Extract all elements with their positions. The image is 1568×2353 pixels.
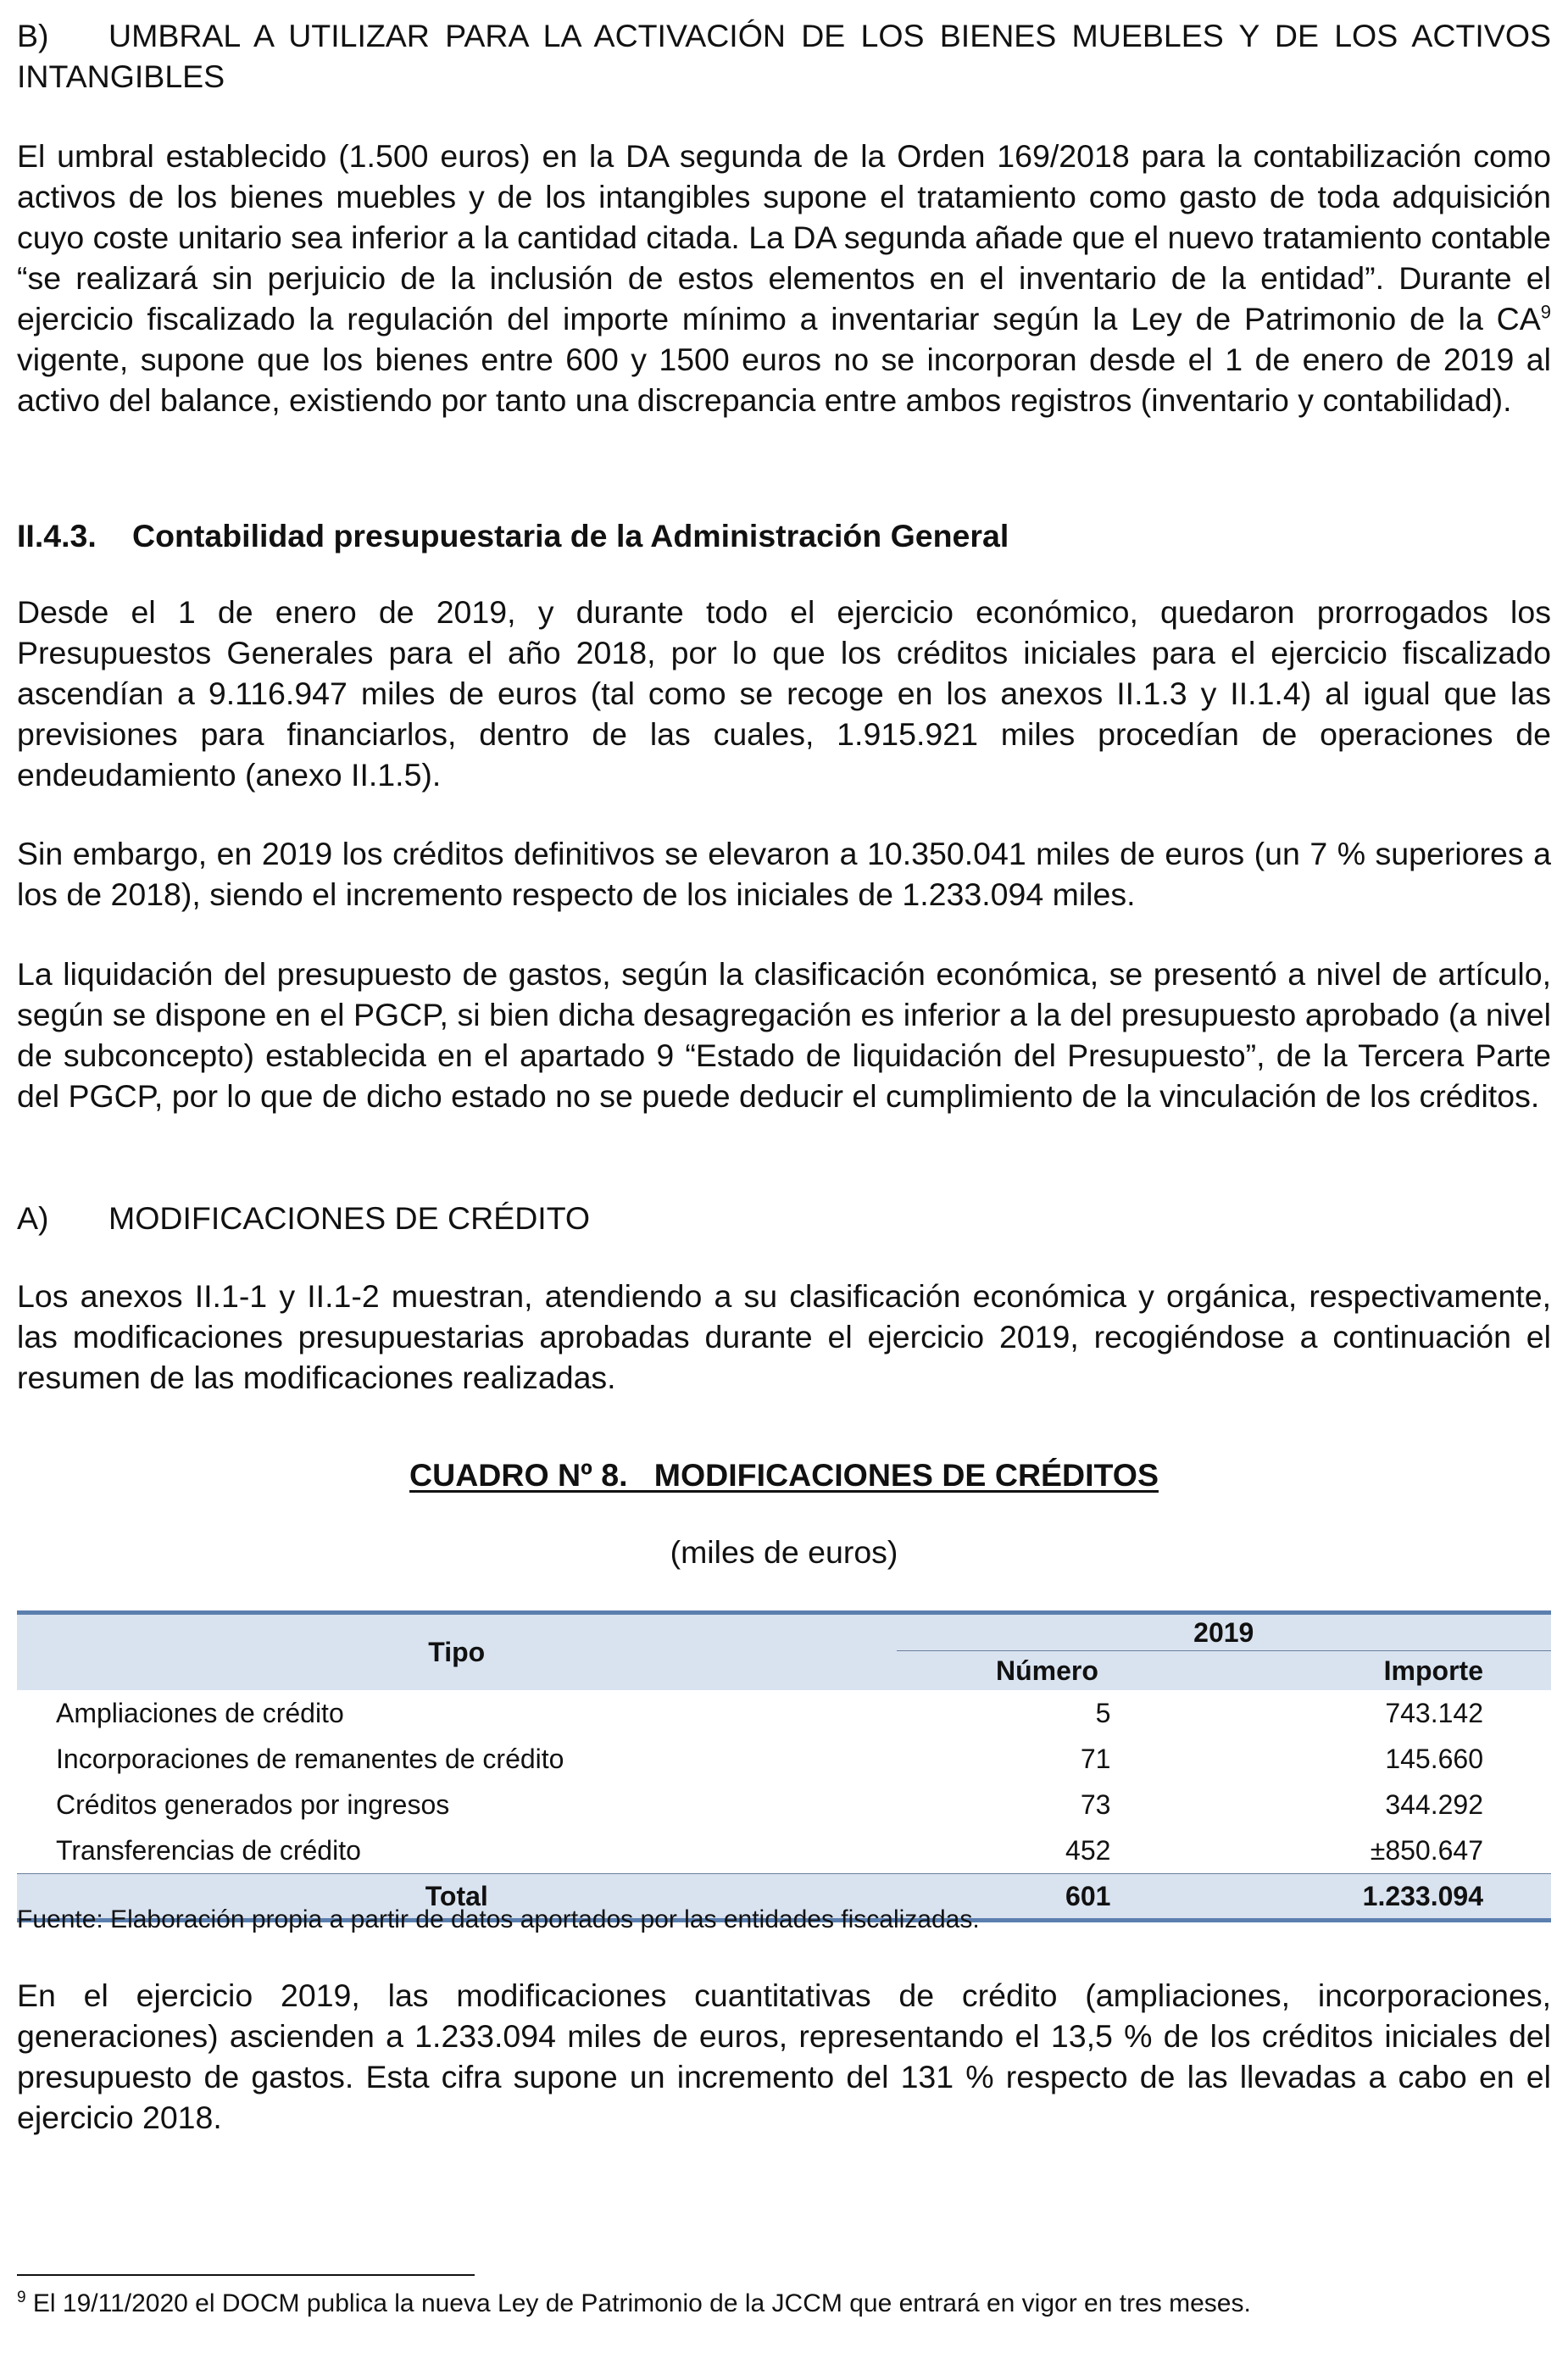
cell-tipo: Créditos generados por ingresos (56, 1788, 450, 1820)
section-a-label: A) (17, 1200, 49, 1236)
header-year: 2019 (897, 1613, 1552, 1651)
cell-importe: 743.142 (1385, 1697, 1483, 1728)
paragraph-threshold (17, 136, 1551, 420)
total-label: Total (17, 1874, 897, 1921)
table-title (17, 1455, 1551, 1495)
footnote-text: El 19/11/2020 el DOCM publica la nueva Ley de Patrimonio de la JCCM que entrará en vigor en tres meses. (25, 2289, 1251, 2317)
section-a-heading (17, 1198, 1551, 1238)
header-tipo: Tipo (17, 1613, 897, 1691)
paragraph-liquidation: La liquidación del presupuesto de gastos, según la clasificación económica, se presentó a nivel de artículo, según se dispone en el PGCP, si bien dicha desagregación es inferior a la del presupuesto aprobado (a nivel de subconcepto) establecida en el apartado 9 “Estado de liquidación del Presupuesto”, de la Tercera Parte del PGCP, por lo que de dicho estado no se puede deducir el cumplimiento de la vinculación de los créditos. (17, 956, 1551, 1114)
footnote-reference[interactable]: 9 (1540, 301, 1551, 323)
paragraph-definitive-credits: Sin embargo, en 2019 los créditos definitivos se elevaron a 10.350.041 miles de euros (un 7 % superiores a los de 2018), siendo el incremento respecto de los iniciales de 1.233.094 miles. (17, 836, 1551, 912)
paragraph-annexes: Los anexos II.1-1 y II.1-2 muestran, atendiendo a su clasificación económica y orgánica, respectivamente, las modificaciones presupuestarias aprobadas durante el ejercicio 2019, recogiéndose a continuación el resumen de las modificaciones realizadas. (17, 1278, 1551, 1395)
footnote-number: 9 (17, 2289, 26, 2306)
section-number: II.4.3. (17, 518, 97, 553)
cell-numero: 452 (1065, 1834, 1111, 1866)
table-title-text: CUADRO Nº 8. MODIFICACIONES DE CRÉDITOS (409, 1457, 1159, 1493)
paragraph-quantitative-modifications: En el ejercicio 2019, las modificaciones cuantitativas de crédito (ampliaciones, incorporaciones, generaciones) ascienden a 1.233.094 miles de euros, representando el 13,5 % de los créditos iniciales del presupuesto de gastos. Esta cifra supone un incremento del 131 % respecto de las llevadas a cabo en el ejercicio 2018. (17, 1978, 1551, 2135)
header-importe: Importe (1110, 1651, 1551, 1691)
credit-modifications-table (17, 1610, 1551, 1922)
paragraph-prorogued-budget: Desde el 1 de enero de 2019, y durante todo el ejercicio económico, quedaron prorrogados los Presupuestos Generales para el año 2018, por lo que los créditos iniciales para el ejercicio fiscalizado ascendían a 9.116.947 miles de euros (tal como se recoge en los anexos II.1.3 y II.1.4) al igual que las previsiones para financiarlos, dentro de las cuales, 1.915.921 miles procedían de operaciones de endeudamiento (anexo II.1.5). (17, 594, 1551, 793)
cell-importe: ±850.647 (1370, 1834, 1483, 1866)
cell-importe: 145.660 (1385, 1743, 1483, 1774)
cell-numero: 71 (1080, 1743, 1111, 1774)
cell-tipo: Incorporaciones de remanentes de crédito (56, 1743, 564, 1774)
total-numero: 601 (897, 1874, 1111, 1921)
table-row (17, 1736, 1551, 1782)
cell-tipo: Ampliaciones de crédito (56, 1697, 344, 1728)
cell-tipo: Transferencias de crédito (56, 1834, 361, 1866)
section-b-title: UMBRAL A UTILIZAR PARA LA ACTIVACIÓN DE LOS BIENES MUEBLES Y DE LOS ACTIVOS INTANGIBLES (17, 18, 1551, 94)
table-row (17, 1782, 1551, 1827)
section-b-heading (17, 15, 1551, 97)
section-heading-ii-4-3 (17, 515, 1551, 556)
cell-numero: 5 (1095, 1697, 1111, 1728)
footnote-separator (17, 2274, 475, 2276)
header-numero (897, 1651, 1111, 1691)
table-subtitle: (miles de euros) (670, 1534, 898, 1570)
section-b-label: B) (17, 18, 49, 53)
table-row (17, 1690, 1551, 1736)
cell-importe: 344.292 (1385, 1788, 1483, 1820)
footnote (17, 2287, 1551, 2321)
paragraph-threshold-text-a: El umbral establecido (1.500 euros) en la DA segunda de la Orden 169/2018 para la contabilización como activos de los bienes muebles y de los intangibles supone el tratamiento como gasto de toda adquisición cuyo coste unitario sea inferior a la cantidad citada. La DA segunda añade que el nuevo tratamiento contable “se realizará sin perjuicio de la inclusión de estos elementos en el inventario de la entidad”. Durante el ejercicio fiscalizado la regulación del importe mínimo a inventariar según la Ley de Patrimonio de la CA (17, 138, 1551, 337)
table-row (17, 1827, 1551, 1874)
header-numero-label: Número (995, 1655, 1098, 1686)
table-source-note: Fuente: Elaboración propia a partir de datos aportados por las entidades fiscalizadas. (17, 1905, 980, 1933)
paragraph-threshold-text-b: vigente, supone que los bienes entre 600 y 1500 euros no se incorporan desde el 1 de enero de 2019 al activo del balance, existiendo por tanto una discrepancia entre ambos registros (inventario y contabilidad). (17, 342, 1551, 418)
cell-numero: 73 (1080, 1788, 1111, 1820)
total-importe: 1.233.094 (1110, 1874, 1551, 1921)
section-a-title: MODIFICACIONES DE CRÉDITO (108, 1200, 591, 1236)
section-title: Contabilidad presupuestaria de la Administración General (132, 518, 1009, 553)
